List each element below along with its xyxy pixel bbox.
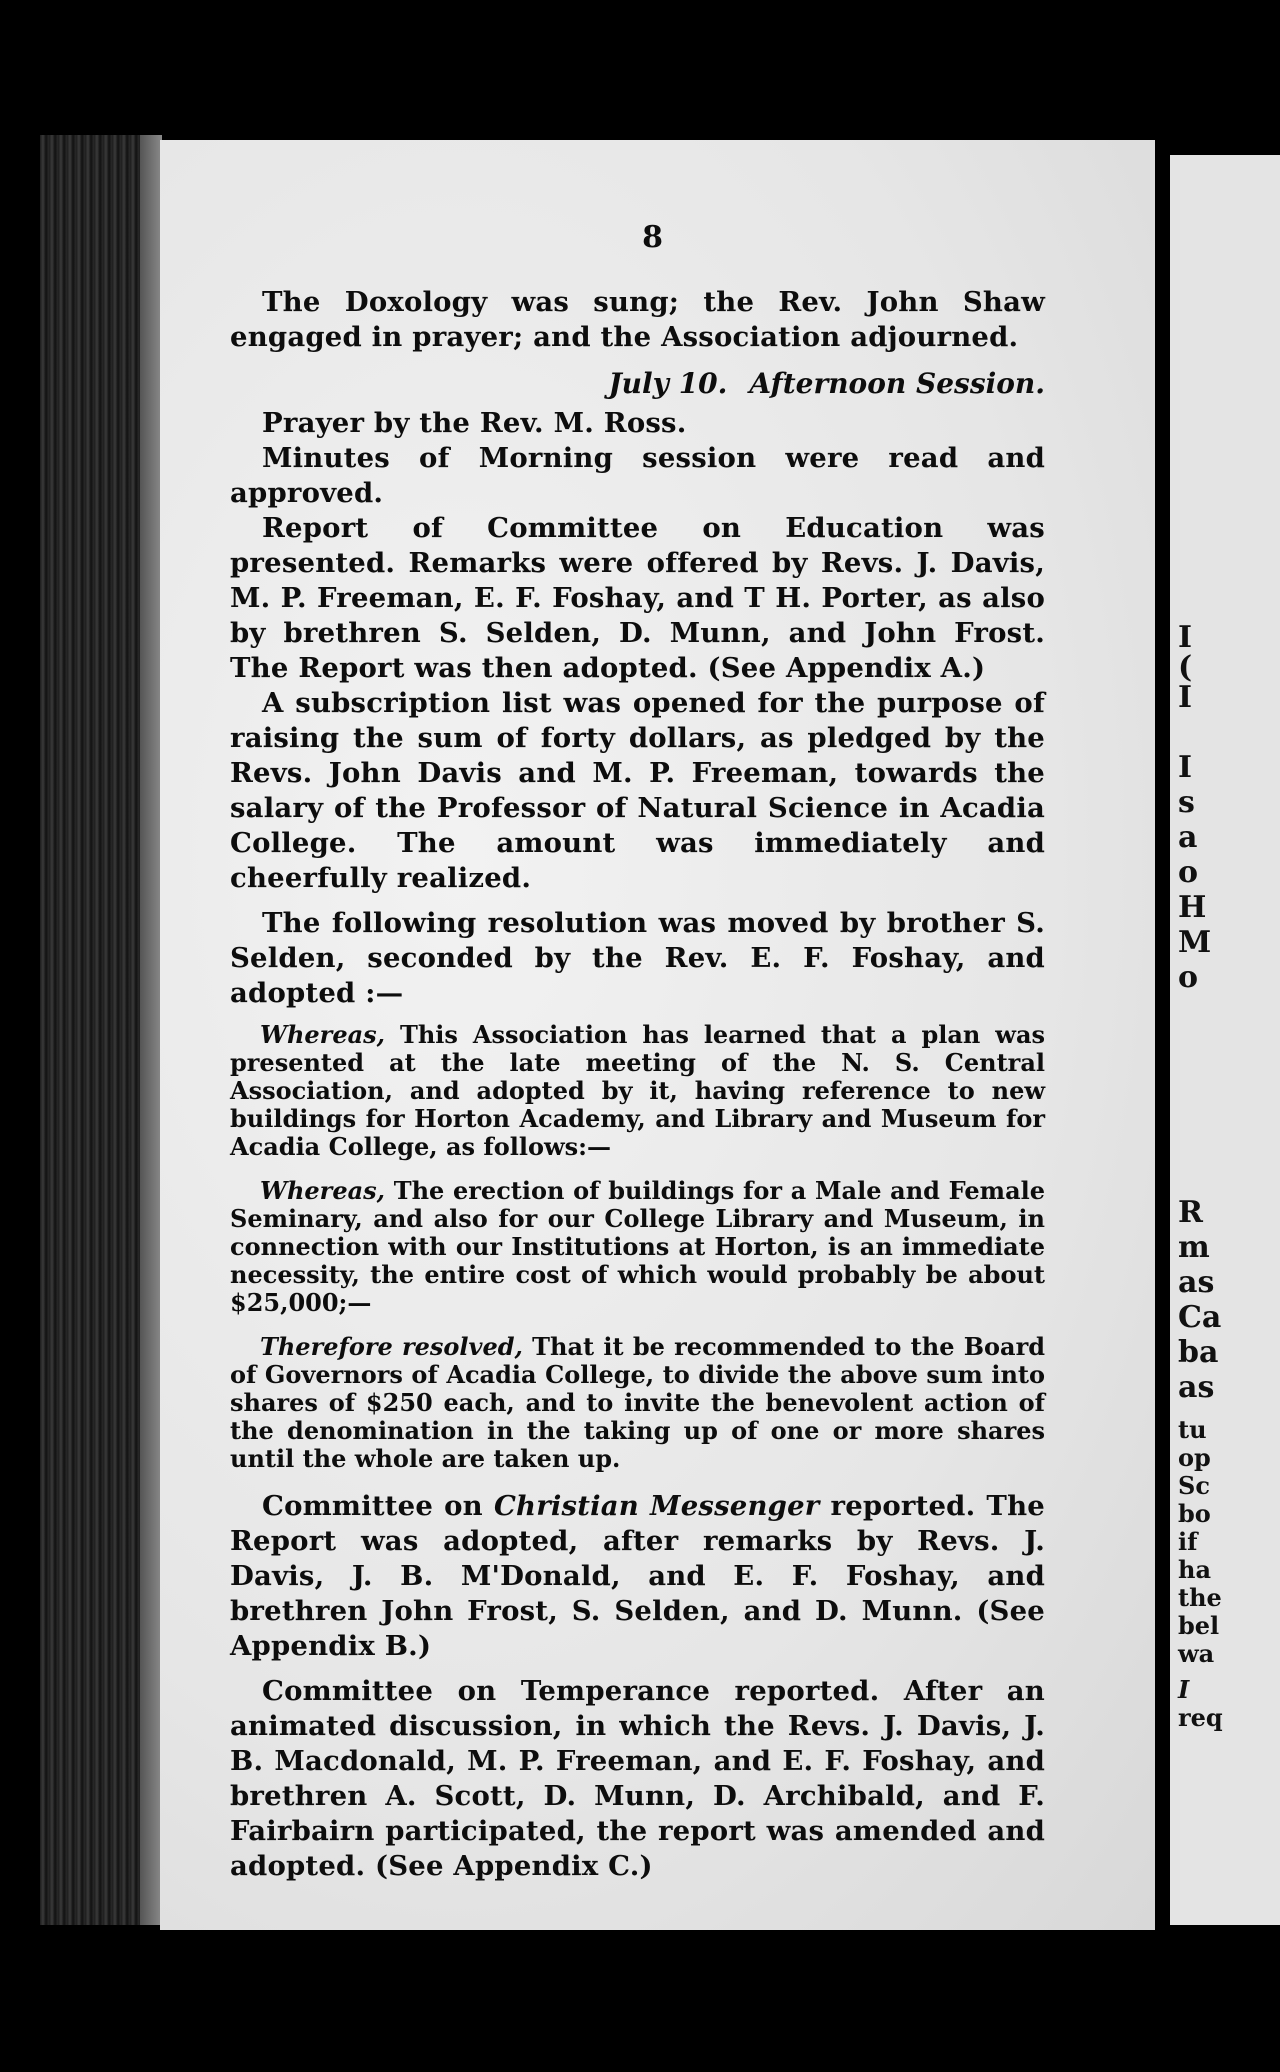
therefore-resolved-body: That it be recommended to the Board of Governors of Acadia College, to divide the above sum into shares of $250 each, and to invite the benevolent action of the denomination in the taking up of one or more shares until the whole are taken up. (230, 1332, 1045, 1473)
facing-text: I (1178, 620, 1193, 655)
messenger-lead: Committee on (262, 1490, 494, 1522)
prayer-paragraph: Prayer by the Rev. M. Ross. (262, 407, 687, 439)
messenger-paragraph (230, 1489, 1045, 1664)
facing-text: if (1178, 1527, 1198, 1556)
whereas-second-paragraph (230, 1177, 1045, 1317)
facing-text: as (1178, 1370, 1215, 1405)
book-page-edges (140, 135, 162, 1925)
facing-text: I (1178, 680, 1193, 715)
minutes-paragraph: Minutes of Morning session were read and approved. (230, 442, 1045, 509)
facing-text: M (1178, 925, 1212, 960)
session-heading (230, 367, 1045, 400)
facing-text: ( (1178, 650, 1193, 685)
facing-text: tu (1178, 1415, 1207, 1444)
facing-text: the (1178, 1583, 1222, 1612)
page-number: 8 (642, 220, 663, 255)
facing-text: I (1178, 750, 1193, 785)
facing-text: m (1178, 1230, 1210, 1265)
messenger-body: reported. The Report was adopted, after remarks by Revs. J. Davis, J. B. M'Donald, and E. F. Foshay, and brethren John Frost, S. Selden, and D. Munn. (See Appendix B.) (230, 1490, 1045, 1662)
facing-text: wa (1178, 1639, 1215, 1668)
education-paragraph: Report of Committee on Education was presented. Remarks were offered by Revs. J. Davis, M. P. Freeman, E. F. Foshay, and T H. Porter, as also by brethren S. Selden, D. Munn, and John Frost. The Report was then adopted. (See Appendix A.) (230, 512, 1045, 684)
therefore-resolved-paragraph (230, 1333, 1045, 1473)
whereas-first-lead: Whereas, (260, 1020, 386, 1049)
doxology-paragraph: The Doxology was sung; the Rev. John Shaw engaged in prayer; and the Association adjourned. (230, 286, 1045, 353)
whereas-second-body: The erection of buildings for a Male and Female Seminary, and also for our College Library and Museum, in connection with our Institutions at Horton, is an immediate necessity, the entire cost of which would probably be about $25,000;— (230, 1176, 1045, 1317)
whereas-first-body: This Association has learned that a plan was presented at the late meeting of the N. S. Central Association, and adopted by it, having reference to new buildings for Horton Academy, and Library and Museum for Acadia College, as follows:— (230, 1020, 1045, 1161)
session-date: July 10. (608, 367, 728, 400)
subscription-paragraph: A subscription list was opened for the purpose of raising the sum of forty dollars, as pledged by the Revs. John Davis and M. P. Freeman, towards the salary of the Professor of Natural Science in Acadia College. The amount was immediately and cheerfully realized. (230, 687, 1045, 894)
facing-text: o (1178, 855, 1199, 890)
therefore-resolved-lead: Therefore resolved, (260, 1332, 523, 1361)
facing-text: bo (1178, 1499, 1211, 1528)
facing-text: I (1178, 1675, 1190, 1704)
messenger-title: Christian Messenger (493, 1490, 820, 1522)
whereas-first-paragraph (230, 1021, 1045, 1161)
resolution-intro-paragraph: The following resolution was moved by brother S. Selden, seconded by the Rev. E. F. Foshay, and adopted :— (230, 907, 1045, 1009)
temperance-paragraph: Committee on Temperance reported. After an animated discussion, in which the Revs. J. Davis, J. B. Macdonald, M. P. Freeman, and E. F. Foshay, and brethren A. Scott, D. Munn, D. Archibald, and F. Fairbairn participated, the report was amended and adopted. (See Appendix C.) (230, 1675, 1045, 1882)
facing-text: s (1178, 785, 1195, 820)
facing-text: bel (1178, 1611, 1220, 1640)
facing-text: R (1178, 1195, 1203, 1230)
session-name: Afternoon Session. (749, 367, 1045, 400)
facing-text: ha (1178, 1555, 1211, 1584)
facing-text: a (1178, 820, 1198, 855)
facing-text: Ca (1178, 1300, 1222, 1335)
whereas-second-lead: Whereas, (260, 1176, 386, 1205)
page-content (230, 220, 1045, 1884)
facing-text: op (1178, 1443, 1211, 1472)
facing-text: H (1178, 890, 1207, 925)
facing-text: as (1178, 1265, 1215, 1300)
facing-text: ba (1178, 1335, 1219, 1370)
facing-text: o (1178, 960, 1199, 995)
facing-page-fragment (1170, 155, 1280, 1925)
facing-text: Sc (1178, 1471, 1210, 1500)
facing-text: req (1178, 1703, 1223, 1732)
